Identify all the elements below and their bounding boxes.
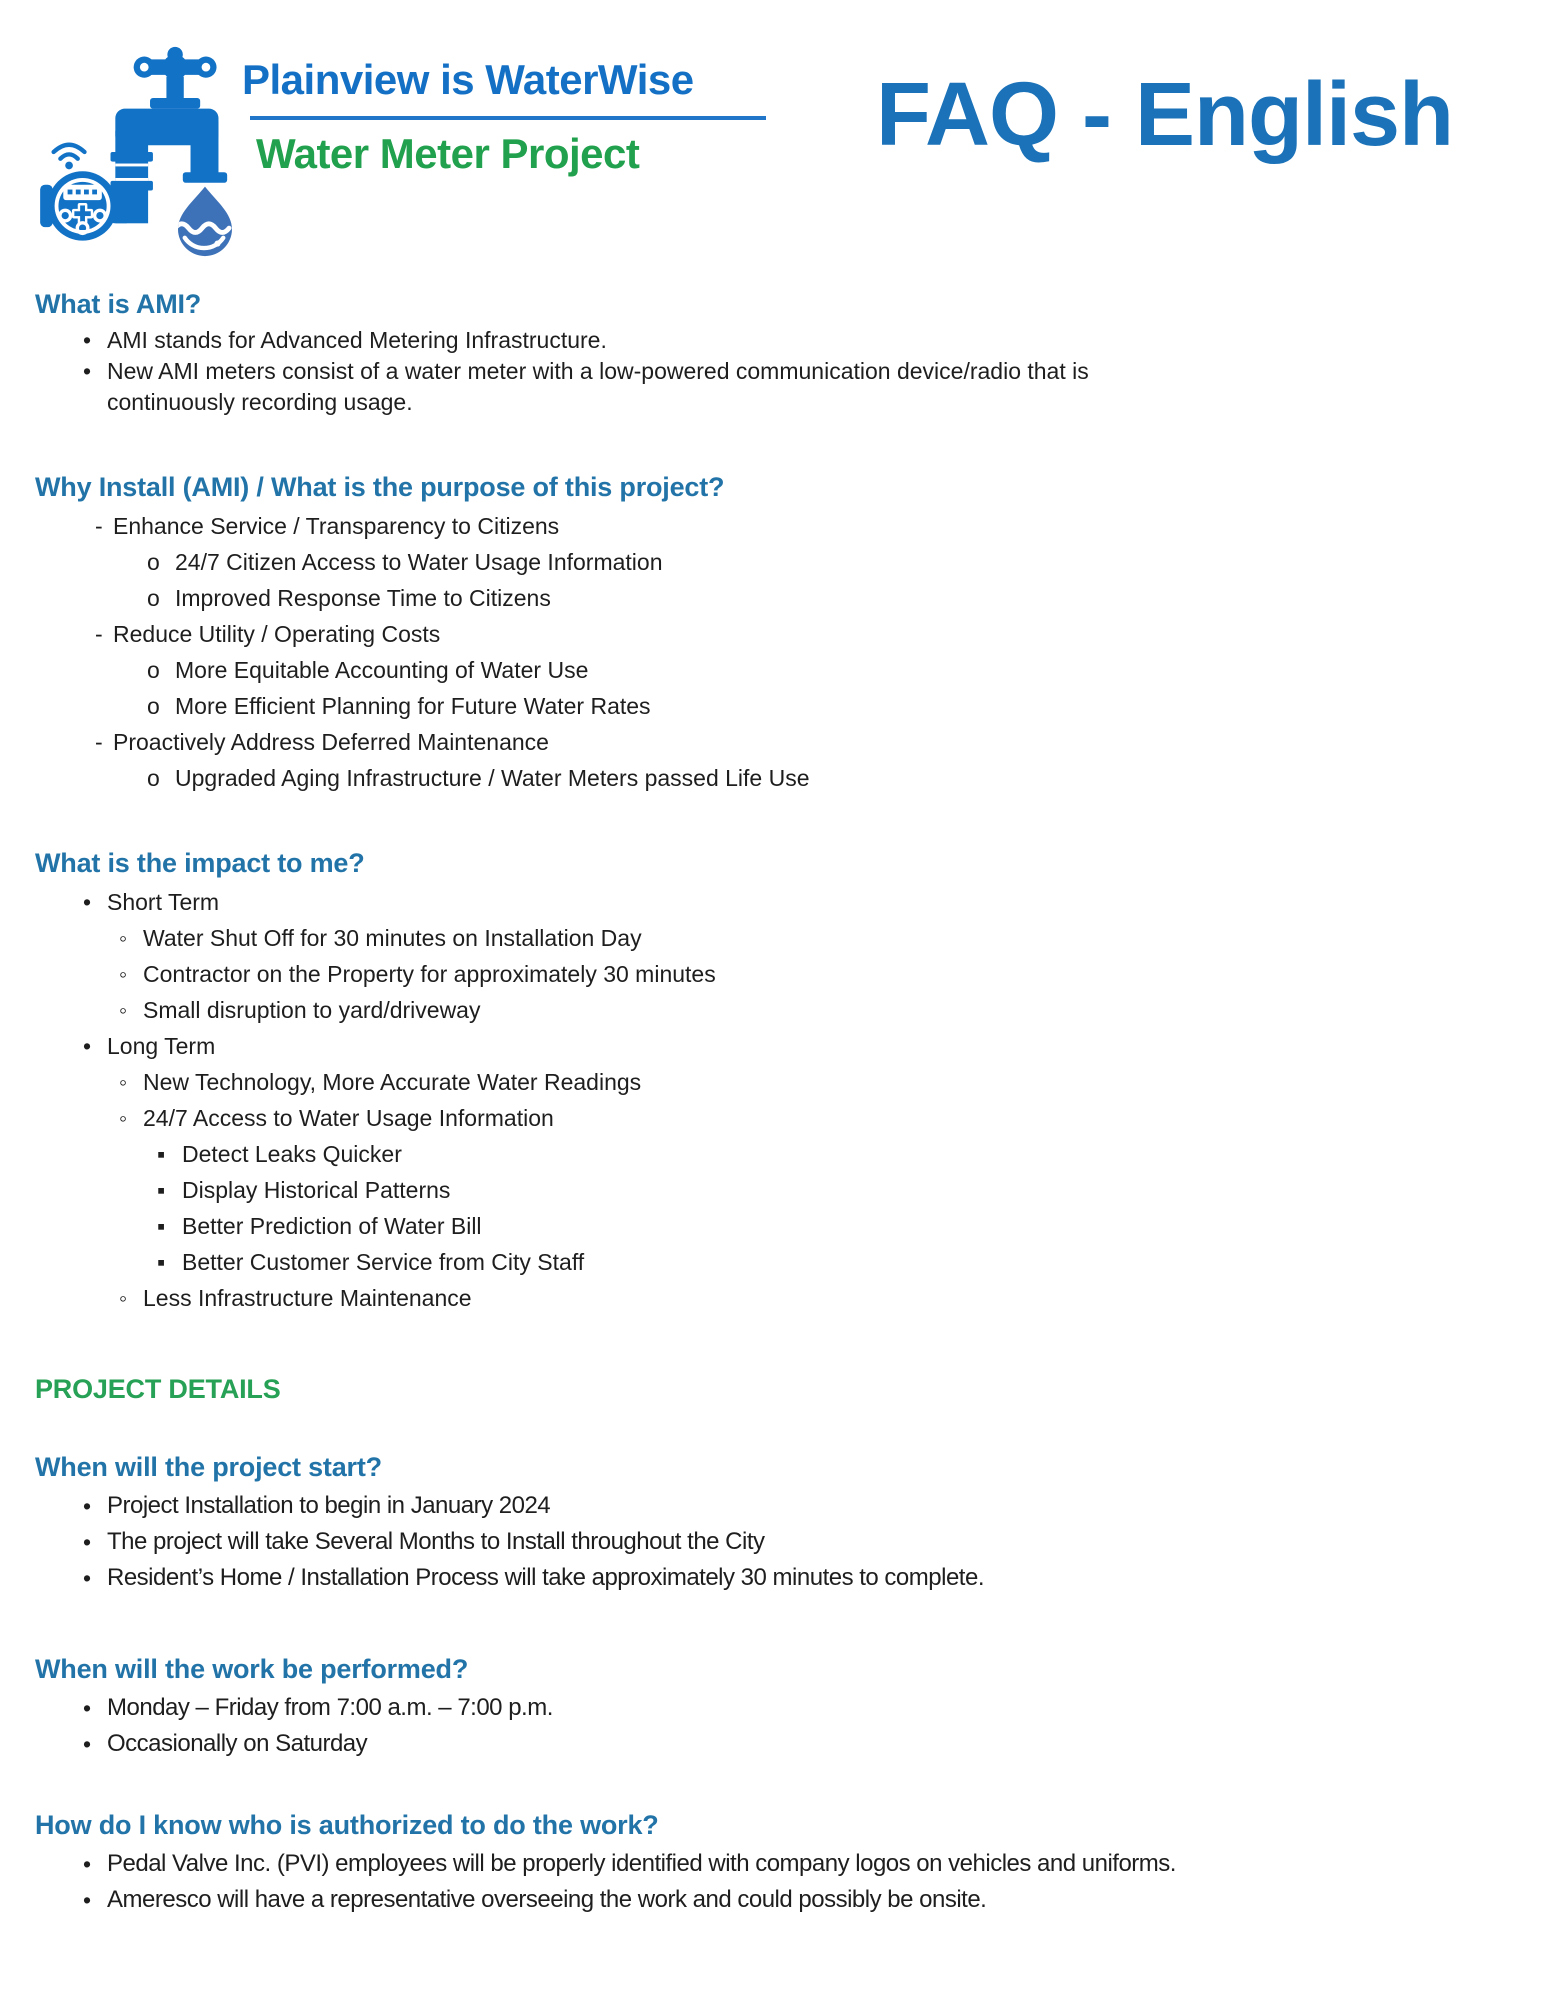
list-item <box>35 1726 1520 1762</box>
list-item <box>35 920 1520 956</box>
list-item <box>35 688 1520 724</box>
list-item-text: Better Customer Service from City Staff <box>182 1249 585 1275</box>
list-item <box>35 760 1520 796</box>
list-item-text: New AMI meters consist of a water meter with a low-powered communication device/radio that is continuously recording usage. <box>107 358 1089 415</box>
list-item-text: More Efficient Planning for Future Water Rates <box>175 693 651 719</box>
bullet-marker: ◦ <box>119 997 128 1023</box>
logo-wordmark <box>242 56 767 178</box>
bullet-marker: ◦ <box>119 961 128 987</box>
list-item-text: Improved Response Time to Citizens <box>175 585 551 611</box>
list-item <box>35 580 1520 616</box>
list-item-text: Better Prediction of Water Bill <box>182 1213 482 1239</box>
project-title: Water Meter Project <box>256 130 640 177</box>
section-heading: How do I know who is authorized to do the work? <box>35 1810 659 1840</box>
list-item-text: 24/7 Citizen Access to Water Usage Information <box>175 549 663 575</box>
list-item-text: Project Installation to begin in January 2024 <box>107 1492 551 1519</box>
bullet-marker: ◦ <box>119 925 128 951</box>
list-item <box>35 1560 1520 1596</box>
list-item <box>35 356 1520 418</box>
list-item <box>35 508 1520 544</box>
list-item <box>35 724 1520 760</box>
list-item <box>35 1172 1520 1208</box>
bullet-marker: o <box>147 549 160 575</box>
bullet-marker: ▪ <box>157 1141 166 1167</box>
list-item-text: 24/7 Access to Water Usage Information <box>143 1105 554 1131</box>
bullet-marker: - <box>95 621 103 647</box>
list-item <box>35 1100 1520 1136</box>
list-item <box>35 884 1520 920</box>
section-heading: When will the work be performed? <box>35 1654 469 1684</box>
bullet-marker: • <box>83 1851 91 1877</box>
list-item-text: Upgraded Aging Infrastructure / Water Meters passed Life Use <box>175 765 810 791</box>
list-item <box>35 1690 1520 1726</box>
bullet-marker: • <box>83 327 92 353</box>
list-item-text: Enhance Service / Transparency to Citizens <box>113 513 560 539</box>
list-item <box>35 325 1520 356</box>
list-item <box>35 956 1520 992</box>
bullet-marker: • <box>83 1565 91 1591</box>
bullet-marker: • <box>83 1887 91 1913</box>
bullet-marker: • <box>83 1493 91 1519</box>
project-details-block <box>35 1372 1520 1406</box>
list-item-text: Detect Leaks Quicker <box>182 1141 402 1167</box>
list-item-text: Contractor on the Property for approximately 30 minutes <box>143 961 716 987</box>
list-item-text: Reduce Utility / Operating Costs <box>113 621 441 647</box>
list-item-text: More Equitable Accounting of Water Use <box>175 657 589 683</box>
bullet-marker: ▪ <box>157 1249 166 1275</box>
faq-content <box>0 287 1545 1918</box>
section-heading: Why Install (AMI) / What is the purpose of this project? <box>35 472 725 502</box>
bullet-marker: o <box>147 657 160 683</box>
bullet-marker: ◦ <box>119 1069 128 1095</box>
list-item-text: Long Term <box>107 1033 216 1059</box>
bullet-marker: o <box>147 693 160 719</box>
section-project-start <box>35 1450 1520 1596</box>
list-item-text: AMI stands for Advanced Metering Infrastructure. <box>107 327 607 353</box>
bullet-marker: • <box>83 1695 91 1721</box>
bullet-marker: • <box>83 889 92 915</box>
list-item-text: Proactively Address Deferred Maintenance <box>113 729 549 755</box>
list-item <box>35 1244 1520 1280</box>
list-item <box>35 652 1520 688</box>
list-item <box>35 1488 1520 1524</box>
list-item-text: Short Term <box>107 889 220 915</box>
list-item <box>35 1028 1520 1064</box>
list-item <box>35 1882 1520 1918</box>
bullet-marker: • <box>83 358 92 384</box>
section-heading: What is AMI? <box>35 289 202 319</box>
section-what-is-ami <box>35 287 1520 418</box>
list-item-text: Monday – Friday from 7:00 a.m. – 7:00 p.m. <box>107 1694 553 1721</box>
document-header <box>0 0 1545 251</box>
section-heading: What is the impact to me? <box>35 848 365 878</box>
list-item <box>35 1136 1520 1172</box>
water-meter-logo-icon <box>40 44 262 263</box>
bullet-marker: ▪ <box>157 1177 166 1203</box>
list-item <box>35 544 1520 580</box>
section-authorized-workers <box>35 1808 1520 1918</box>
list-item <box>35 616 1520 652</box>
logo-divider <box>250 116 766 120</box>
list-item <box>35 992 1520 1028</box>
bullet-marker: • <box>83 1529 91 1555</box>
section-impact <box>35 846 1520 1316</box>
list-item-text: The project will take Several Months to Install throughout the City <box>107 1528 765 1555</box>
bullet-marker: o <box>147 765 160 791</box>
section-work-performed <box>35 1652 1520 1762</box>
list-item-text: Pedal Valve Inc. (PVI) employees will be properly identified with company logos on vehicles and uniforms. <box>107 1850 1176 1877</box>
list-item-text: Display Historical Patterns <box>182 1177 451 1203</box>
list-item-text: Resident’s Home / Installation Process will take approximately 30 minutes to complete. <box>107 1564 984 1591</box>
list-item <box>35 1064 1520 1100</box>
list-item-text: Ameresco will have a representative overseeing the work and could possibly be onsite. <box>107 1886 987 1913</box>
bullet-marker: • <box>83 1033 92 1059</box>
list-item-text: Water Shut Off for 30 minutes on Installation Day <box>143 925 642 951</box>
list-item <box>35 1208 1520 1244</box>
bullet-marker: ◦ <box>119 1285 128 1311</box>
section-heading: When will the project start? <box>35 1452 382 1482</box>
project-details-heading: PROJECT DETAILS <box>35 1374 281 1404</box>
bullet-marker: o <box>147 585 160 611</box>
bullet-marker: • <box>83 1731 91 1757</box>
bullet-marker: ▪ <box>157 1213 166 1239</box>
bullet-marker: - <box>95 513 103 539</box>
list-item-text: Less Infrastructure Maintenance <box>143 1285 472 1311</box>
list-item <box>35 1846 1520 1882</box>
section-why-install <box>35 470 1520 796</box>
list-item-text: Occasionally on Saturday <box>107 1730 368 1757</box>
brand-title: Plainview is WaterWise <box>242 56 694 103</box>
bullet-marker: - <box>95 729 103 755</box>
list-item <box>35 1524 1520 1560</box>
bullet-marker: ◦ <box>119 1105 128 1131</box>
list-item-text: New Technology, More Accurate Water Readings <box>143 1069 642 1095</box>
list-item-text: Small disruption to yard/driveway <box>143 997 481 1023</box>
list-item <box>35 1280 1520 1316</box>
page-title: FAQ - English <box>875 65 1453 165</box>
